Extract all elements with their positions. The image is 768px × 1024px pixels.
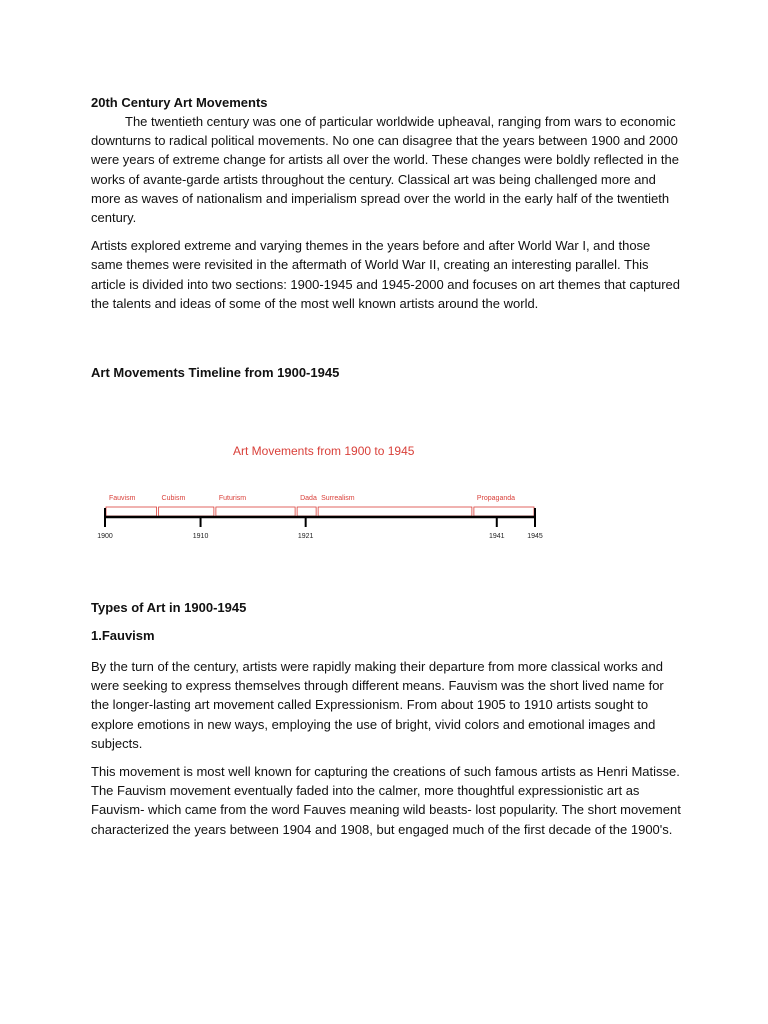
movement-label-propaganda: Propaganda — [476, 495, 516, 502]
timeline-title: Art Movements from 1900 to 1945 — [233, 444, 415, 458]
movement-label-fauvism: Fauvism — [109, 495, 136, 502]
fauvism-paragraph-2: This movement is most well known for capturing the creations of such famous artists as Henri Matisse. The Fauvism movement eventually faded into the calmer, more thoughtful expressionistic art as Fauvism- which came from the word Fauves meaning wild beasts- lost popularity. The short movement characterized the years between 1904 and 1908, but engaged much of the first decade of the 1900's. — [91, 764, 681, 837]
tick-label-1945: 1945 — [527, 533, 543, 540]
movement-span-propaganda — [474, 507, 534, 516]
fauvism-paragraph-1: By the turn of the century, artists were rapidly making their departure from more classical works and were seeking to express themselves through different means. Fauvism was the short lived name for the longer-lasting art movement called Expressionism. From about 1905 to 1910 artists sought to explore emotions in new ways, employing the use of bright, vivid colors and emotional images and subjects. — [91, 659, 664, 751]
movement-label-futurism: Futurism — [218, 495, 247, 502]
types-heading: Types of Art in 1900-1945 — [91, 600, 247, 615]
movement-label-dada: Dada — [300, 495, 317, 502]
timeline-heading: Art Movements Timeline from 1900-1945 — [91, 365, 340, 381]
movement-label-cubism: Cubism — [161, 495, 186, 502]
movement-span-dada — [297, 507, 316, 516]
timeline-figure — [95, 437, 555, 547]
movement-label-surrealism: Surrealism — [321, 495, 355, 502]
document-page — [91, 93, 681, 382]
document-page-lower — [91, 598, 681, 839]
fauvism-heading: 1.Fauvism — [91, 628, 155, 643]
movement-span-futurism — [216, 507, 295, 516]
intro-paragraph-1: The twentieth century was one of particular worldwide upheaval, ranging from wars to economic downturns to radical political movements. No one can disagree that the years between 1900 and 2000 were years of extreme change for artists all over the world. These changes were boldly reflected in the works of avante-garde artists throughout the century. Classical art was being challenged more and more as waves of nationalism and imperialism spread over the world in the early half of the twentieth century. — [91, 114, 679, 226]
tick-label-1921: 1921 — [297, 533, 314, 540]
movement-span-cubism — [159, 507, 214, 516]
movement-span-fauvism — [106, 507, 157, 516]
intro-paragraph-2: Artists explored extreme and varying themes in the years before and after World War I, and those same themes were revisited in the aftermath of World War II, creating an interesting parallel. This article is divided into two sections: 1900-1945 and 1945-2000 and focuses on art themes that captured the talents and ideas of some of the most well known artists around the world. — [91, 238, 680, 311]
tick-label-1900: 1900 — [97, 533, 113, 540]
timeline-graphic — [95, 437, 555, 547]
document-title: 20th Century Art Movements — [91, 95, 268, 110]
tick-label-1910: 1910 — [192, 533, 209, 540]
tick-label-1941: 1941 — [488, 533, 505, 540]
movement-span-surrealism — [318, 507, 472, 516]
